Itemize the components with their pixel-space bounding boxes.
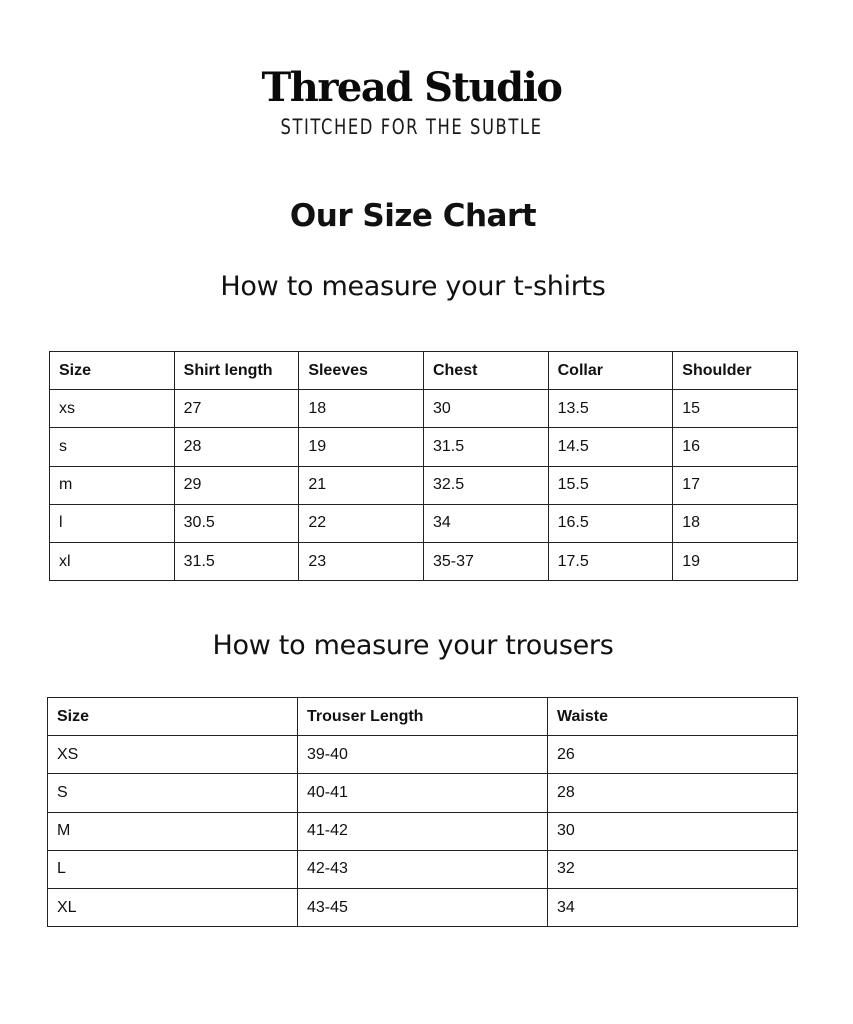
table-cell: 19 <box>673 542 798 580</box>
table-cell: 28 <box>548 774 798 812</box>
table-cell: 28 <box>174 428 299 466</box>
tshirt-size-table <box>49 351 798 581</box>
table-cell: 17 <box>673 466 798 504</box>
table-cell: m <box>50 466 175 504</box>
tshirt-section-title: How to measure your t-shirts <box>220 271 606 302</box>
trouser-section-title: How to measure your trousers <box>212 630 614 661</box>
table-cell: 30 <box>548 812 798 850</box>
table-row <box>48 888 798 926</box>
table-cell: 15 <box>673 390 798 428</box>
table-cell: 32.5 <box>423 466 548 504</box>
table-cell: 31.5 <box>423 428 548 466</box>
table-cell: l <box>50 504 175 542</box>
table-cell: 23 <box>299 542 424 580</box>
table-cell: 16 <box>673 428 798 466</box>
table-cell: 41-42 <box>298 812 548 850</box>
table-cell: 15.5 <box>548 466 673 504</box>
trouser-size-table <box>47 697 798 927</box>
table-cell: L <box>48 850 298 888</box>
table-cell: XL <box>48 888 298 926</box>
table-cell: 22 <box>299 504 424 542</box>
table-cell: 26 <box>548 736 798 774</box>
column-header: Trouser Length <box>298 698 548 736</box>
table-cell: 30 <box>423 390 548 428</box>
column-header: Chest <box>423 352 548 390</box>
table-row <box>48 774 798 812</box>
table-row <box>48 736 798 774</box>
table-cell: xs <box>50 390 175 428</box>
table-row <box>48 812 798 850</box>
table-cell: 40-41 <box>298 774 548 812</box>
table-cell: 14.5 <box>548 428 673 466</box>
table-cell: 18 <box>673 504 798 542</box>
table-cell: s <box>50 428 175 466</box>
table-cell: 34 <box>423 504 548 542</box>
column-header: Sleeves <box>299 352 424 390</box>
table-cell: 16.5 <box>548 504 673 542</box>
table-cell: 29 <box>174 466 299 504</box>
table-cell: 39-40 <box>298 736 548 774</box>
table-header-row <box>48 698 798 736</box>
table-row <box>50 504 798 542</box>
table-cell: 18 <box>299 390 424 428</box>
brand-header <box>0 64 823 140</box>
table-row <box>50 466 798 504</box>
table-cell: 35-37 <box>423 542 548 580</box>
column-header: Waiste <box>548 698 798 736</box>
table-row <box>50 542 798 580</box>
brand-tagline: STITCHED FOR THE SUBTLE <box>280 115 543 139</box>
table-row <box>50 390 798 428</box>
table-cell: 21 <box>299 466 424 504</box>
column-header: Shoulder <box>673 352 798 390</box>
table-cell: 27 <box>174 390 299 428</box>
page-title: Our Size Chart <box>289 198 537 234</box>
table-header-row <box>50 352 798 390</box>
table-cell: 32 <box>548 850 798 888</box>
table-cell: 34 <box>548 888 798 926</box>
table-cell: 30.5 <box>174 504 299 542</box>
table-cell: 31.5 <box>174 542 299 580</box>
table-cell: S <box>48 774 298 812</box>
column-header: Collar <box>548 352 673 390</box>
brand-logo-name: Thread Studio <box>261 64 562 111</box>
table-row <box>48 850 798 888</box>
table-row <box>50 428 798 466</box>
table-cell: 19 <box>299 428 424 466</box>
table-cell: XS <box>48 736 298 774</box>
table-cell: 42-43 <box>298 850 548 888</box>
column-header: Size <box>48 698 298 736</box>
column-header: Size <box>50 352 175 390</box>
table-cell: xl <box>50 542 175 580</box>
table-cell: 13.5 <box>548 390 673 428</box>
table-cell: 43-45 <box>298 888 548 926</box>
table-cell: 17.5 <box>548 542 673 580</box>
table-cell: M <box>48 812 298 850</box>
column-header: Shirt length <box>174 352 299 390</box>
